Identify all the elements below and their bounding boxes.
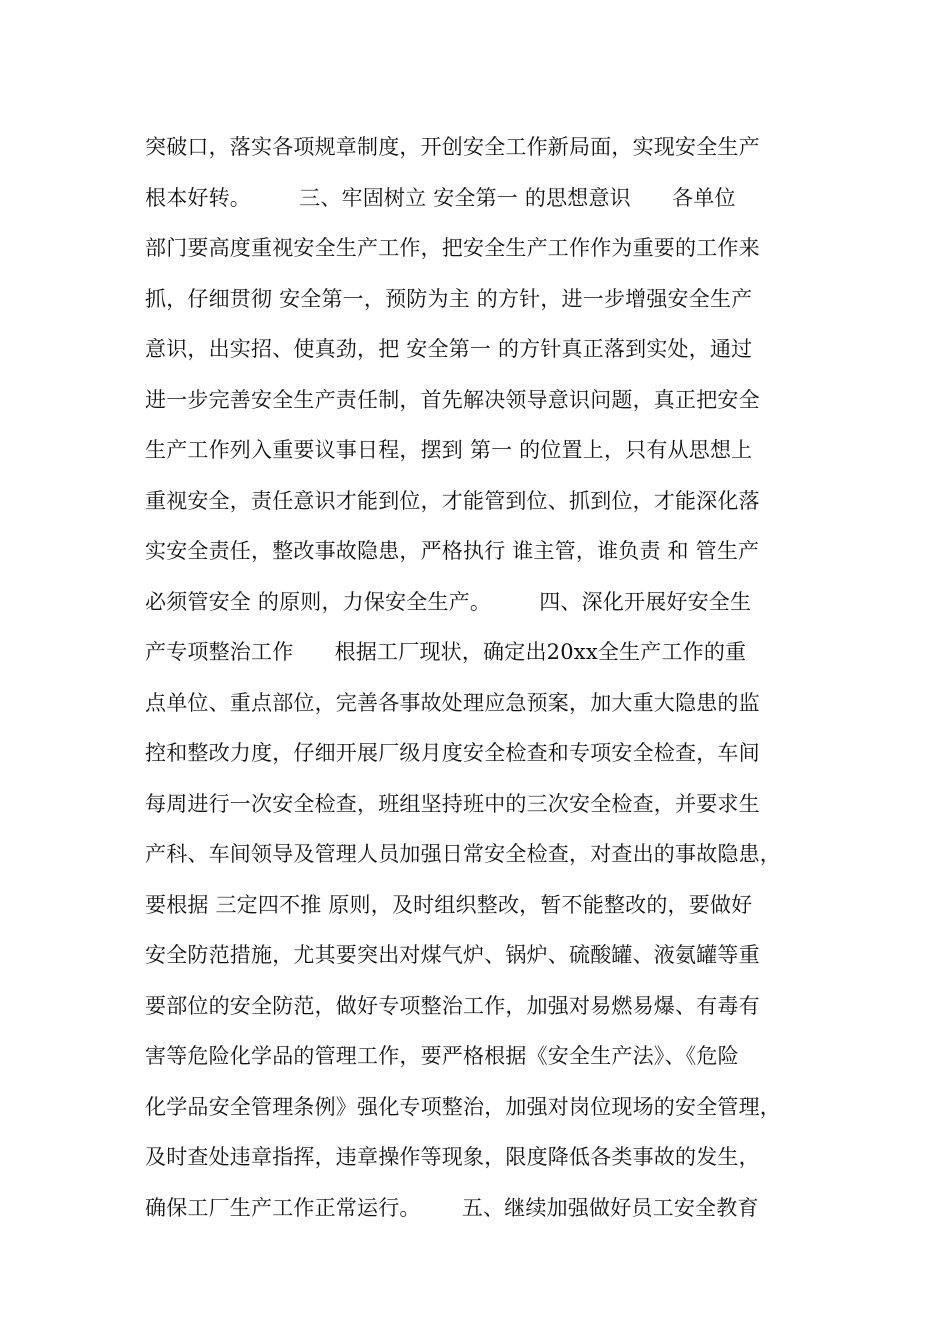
text-line-4: 抓，仔细贯彻 安全第一，预防为主 的方针，进一步增强安全生产: [145, 286, 753, 311]
text-line-10: 必须管安全 的原则，力保安全生产。 四、深化开展好安全生: [145, 589, 752, 614]
text-line-20: 化学品安全管理条例》强化专项整治，加强对岗位现场的安全管理，: [145, 1094, 781, 1119]
body-text: [145, 128, 815, 1239]
text-line-6: 进一步完善安全生产责任制，首先解决领导意识问题，真正把安全: [145, 387, 760, 412]
text-line-3: 部门要高度重视安全生产工作，把安全生产工作作为重要的工作来: [145, 236, 760, 260]
text-line-8: 重视安全，责任意识才能到位，才能管到位、抓到位，才能深化落: [145, 488, 760, 513]
text-line-16: 要根据 三定四不推 原则，及时组织整改，暂不能整改的，要做好: [145, 892, 753, 917]
text-line-13: 控和整改力度，仔细开展厂级月度安全检查和专项安全检查，车间: [145, 741, 760, 765]
text-line-17: 安全防范措施，尤其要突出对煤气炉、锅炉、硫酸罐、液氨罐等重: [145, 943, 760, 967]
text-line-1: 突破口，落实各项规章制度，开创安全工作新局面，实现安全生产: [145, 135, 760, 159]
text-line-7: 生产工作列入重要议事日程，摆到 第一 的位置上，只有从思想上: [145, 438, 753, 462]
text-line-9: 实安全责任，整改事故隐患，严格执行 谁主管，谁负责 和 管生产: [145, 539, 760, 563]
text-line-14: 每周进行一次安全检查，班组坚持班中的三次安全检查，并要求生: [145, 791, 760, 816]
text-line-2: 根本好转。 三、牢固树立 安全第一 的思想意识 各单位: [145, 185, 736, 210]
text-line-22: 确保工厂生产工作正常运行。 五、继续加强做好员工安全教育: [145, 1195, 759, 1220]
text-line-11: 产专项整治工作 根据工厂现状，确定出20xx全生产工作的重: [145, 640, 747, 664]
text-line-12: 点单位、重点部位，完善各事故处理应急预案，加大重大隐患的监: [145, 690, 760, 715]
text-line-21: 及时查处违章指挥，违章操作等现象，限度降低各类事故的发生，: [145, 1145, 760, 1169]
text-line-19: 害等危险化学品的管理工作，要严格根据《安全生产法》、《危险: [145, 1044, 739, 1068]
text-line-5: 意识，出实招、使真劲，把 安全第一 的方针真正落到实处，通过: [145, 337, 753, 361]
text-line-18: 要部位的安全防范，做好专项整治工作，加强对易燃易爆、有毒有: [145, 993, 760, 1018]
text-line-15: 产科、车间领导及管理人员加强日常安全检查，对查出的事故隐患，: [145, 842, 781, 866]
